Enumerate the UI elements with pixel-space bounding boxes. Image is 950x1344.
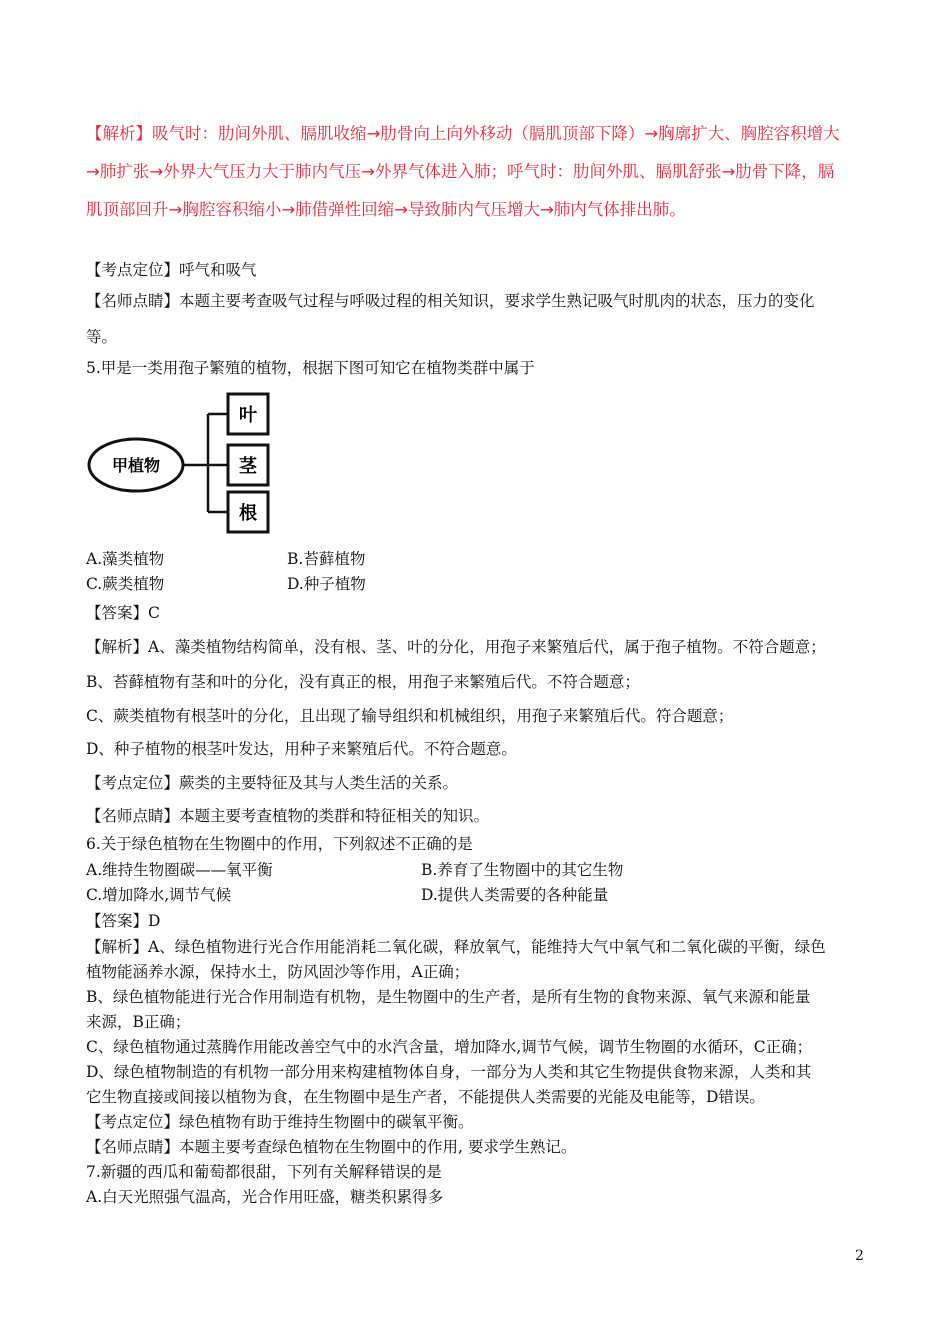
- analysis-line: 它生物直接或间接以植物为食，在生物圈中是生产者，不能提供人类需要的光能及电能等，D错误。: [86, 1088, 765, 1106]
- analysis-line: →肺扩张→外界大气压力大于肺内气压→外界气体进入肺；呼气时：肋间外肌、膈肌舒张→肋骨下降，膈: [86, 162, 835, 181]
- analysis-line: 植物能涵养水源，保持水土，防风固沙等作用，A正确；: [86, 963, 470, 981]
- question-stem: 7.新疆的西瓜和葡萄都很甜，下列有关解释错误的是: [86, 1163, 442, 1181]
- teacher-comment: 等。: [86, 328, 118, 346]
- question-stem: 6.关于绿色植物在生物圈中的作用，下列叙述不正确的是: [86, 835, 473, 853]
- analysis-line: 【解析】吸气时：肋间外肌、膈肌收缩→肋骨向上向外移动（膈肌顶部下降）→胸廓扩大、胸腔容积增大: [86, 124, 840, 143]
- option-c: C.蕨类植物: [86, 575, 165, 593]
- option-a: A.藻类植物: [86, 550, 165, 568]
- teacher-comment: 【名师点睛】本题主要考查绿色植物在生物圈中的作用, 要求学生熟记。: [86, 1138, 577, 1156]
- analysis-line: D、绿色植物制造的有机物一部分用来构建植物体自身，一部分为人类和其它生物提供食物来源，人类和其: [86, 1063, 812, 1081]
- teacher-comment: 【名师点睛】本题主要考查植物的类群和特征相关的知识。: [86, 807, 490, 825]
- keypoint: 【考点定位】蕨类的主要特征及其与人类生活的关系。: [86, 774, 459, 792]
- analysis-line: C、绿色植物通过蒸腾作用能改善空气中的水汽含量，增加降水,调节气候，调节生物圈的水循环，C正确；: [86, 1038, 813, 1056]
- analysis-line: D、种子植物的根茎叶发达，用种子来繁殖后代。不符合题意。: [86, 740, 517, 758]
- answer: 【答案】C: [86, 604, 160, 622]
- diagram-box-leaf-label: 叶: [239, 405, 257, 426]
- keypoint: 【考点定位】呼气和吸气: [86, 261, 257, 279]
- option-b: B.苔藓植物: [287, 550, 366, 568]
- option-a: A.维持生物圈碳——氧平衡: [86, 861, 273, 879]
- analysis-line: B、苔藓植物有茎和叶的分化，没有真正的根，用孢子来繁殖后代。不符合题意；: [86, 673, 640, 691]
- analysis-line: C、蕨类植物有根茎叶的分化，且出现了输导组织和机械组织，用孢子来繁殖后代。符合题意；: [86, 707, 734, 725]
- diagram-center-label: 甲植物: [111, 456, 161, 475]
- teacher-comment: 【名师点睛】本题主要考查吸气过程与呼吸过程的相关知识，要求学生熟记吸气时肌肉的状态，压力的变化: [86, 292, 815, 310]
- analysis-line: 来源，B正确；: [86, 1013, 191, 1031]
- keypoint: 【考点定位】绿色植物有助于维持生物圈中的碳氧平衡。: [86, 1113, 474, 1131]
- page-number: 2: [855, 1248, 864, 1264]
- option-a: A.白天光照强气温高，光合作用旺盛，糖类积累得多: [86, 1188, 444, 1206]
- analysis-line: 【解析】A、绿色植物进行光合作用能消耗二氧化碳，释放氧气，能维持大气中氧气和二氧化碳的平衡，绿色: [86, 938, 826, 956]
- option-c: C.增加降水,调节气候: [86, 886, 232, 904]
- analysis-line: 【解析】A、藻类植物结构简单，没有根、茎、叶的分化，用孢子来繁殖后代，属于孢子植物。不符合题意；: [86, 638, 826, 656]
- answer: 【答案】D: [86, 912, 161, 930]
- question-stem: 5.甲是一类用孢子繁殖的植物，根据下图可知它在植物类群中属于: [86, 359, 535, 377]
- diagram-box-stem-label: 茎: [239, 456, 257, 477]
- analysis-line: B、绿色植物能进行光合作用制造有机物，是生物圈中的生产者，是所有生物的食物来源、氧气来源和能量: [86, 988, 811, 1006]
- plant-structure-diagram: [86, 388, 286, 540]
- diagram-box-root-label: 根: [239, 503, 257, 524]
- option-b: B.养育了生物圈中的其它生物: [421, 861, 624, 879]
- option-d: D.提供人类需要的各种能量: [421, 886, 609, 904]
- analysis-line: 肌顶部回升→胸腔容积缩小→肺借弹性回缩→导致肺内气压增大→肺内气体排出肺。: [86, 200, 686, 219]
- option-d: D.种子植物: [287, 575, 366, 593]
